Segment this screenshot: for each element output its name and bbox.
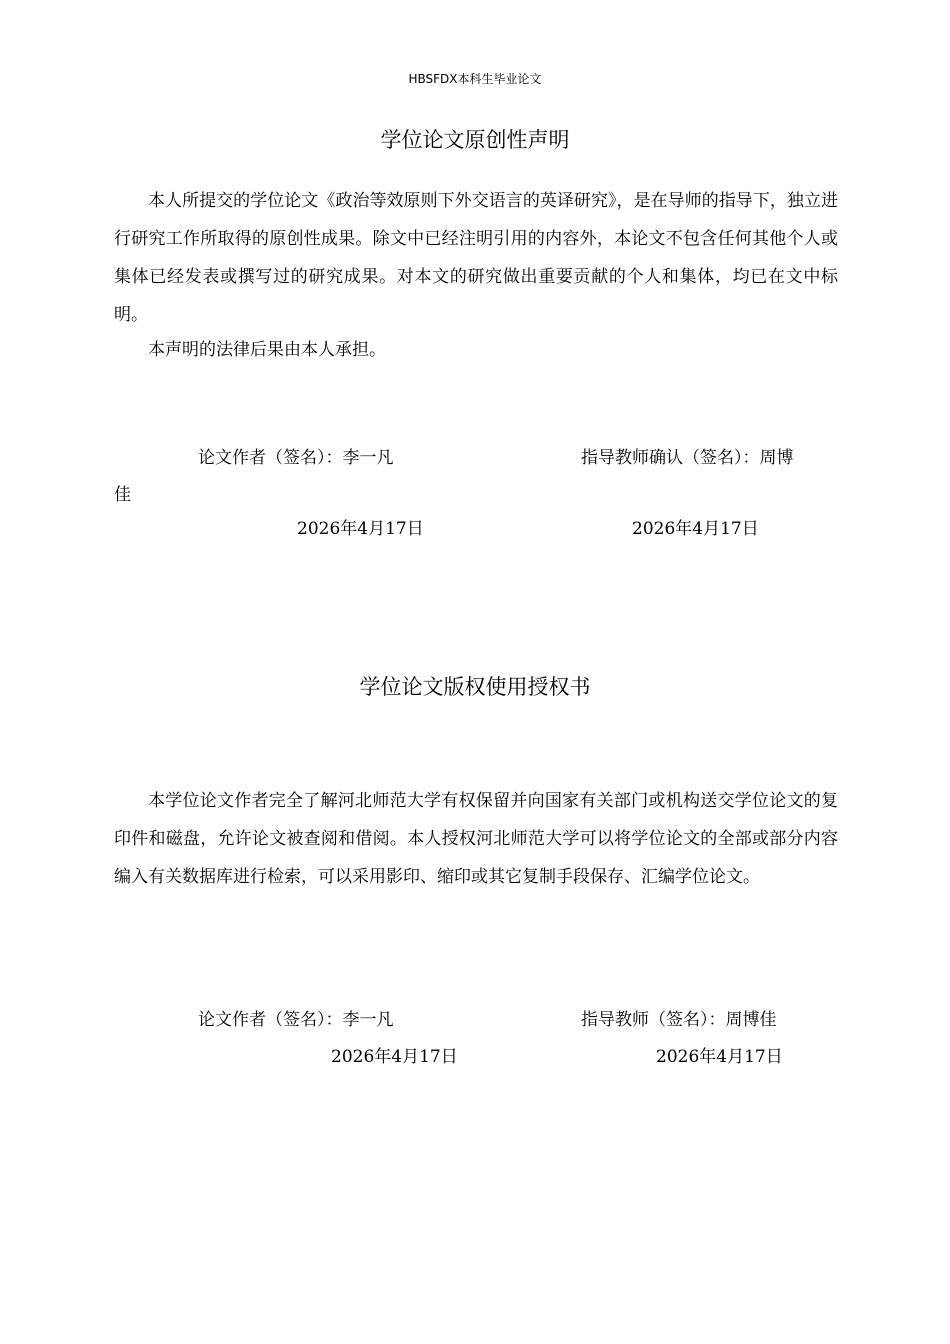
- authorization-paragraph: 本学位论文作者完全了解河北师范大学有权保留并向国家有关部门或机构送交学位论文的复印件和磁盘，允许论文被查阅和借阅。本人授权河北师范大学可以将学位论文的全部或部分内容编入有关数据库进行检索，可以采用影印、缩印或其它复制手段保存、汇编学位论文。: [114, 791, 838, 887]
- authorization-advisor-signature: 指导教师（签名）：周博佳: [581, 1010, 777, 1030]
- authorization-advisor-date: 2026年4月17日: [656, 1047, 783, 1067]
- authorization-title: 学位论文版权使用授权书: [359, 675, 591, 699]
- declaration-paragraph-1: 本人所提交的学位论文《政治等效原则下外交语言的英译研究》，是在导师的指导下，独立进行研究工作所取得的原创性成果。除文中已经注明引用的内容外，本论文不包含任何其他个人或集体已经发表或撰写过的研究成果。对本文的研究做出重要贡献的个人和集体，均已在文中标明。: [114, 191, 838, 325]
- declaration-title: 学位论文原创性声明: [380, 128, 570, 152]
- page-header: HBSFDX本科生毕业论文: [408, 72, 542, 86]
- declaration-advisor-signature: 指导教师确认（签名）：周博: [581, 448, 794, 468]
- declaration-author-date: 2026年4月17日: [297, 519, 424, 539]
- authorization-author-signature: 论文作者（签名）：李一凡: [198, 1010, 394, 1030]
- declaration-author-signature: 论文作者（签名）：李一凡: [198, 448, 394, 468]
- declaration-advisor-date: 2026年4月17日: [632, 519, 759, 539]
- declaration-paragraph-2: 本声明的法律后果由本人承担。: [148, 340, 386, 360]
- authorization-author-date: 2026年4月17日: [331, 1047, 458, 1067]
- declaration-advisor-signature-wrap: 佳: [114, 485, 131, 505]
